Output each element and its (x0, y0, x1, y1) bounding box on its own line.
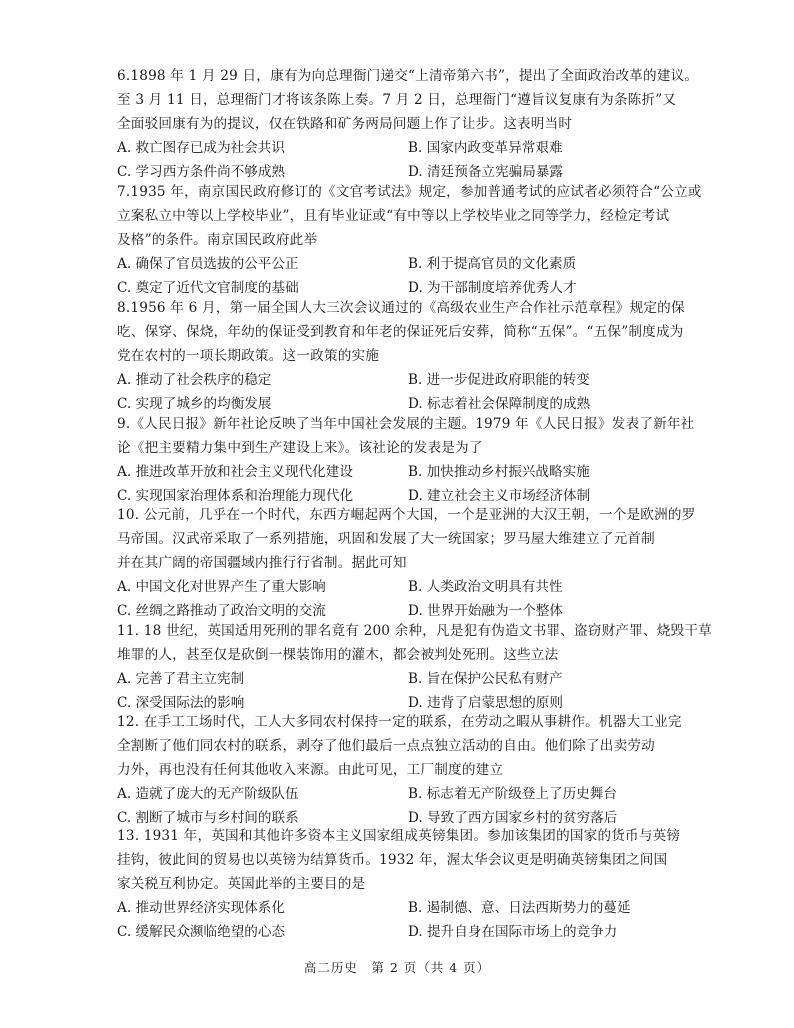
option-b: B. 加快推动乡村振兴战略实施 (408, 464, 590, 480)
page-footer: 高二历史 第 2 页（共 4 页） (303, 960, 491, 975)
question-stem-line: 论《把主要精力集中到生产建设上来》。该社论的发表是为了 (117, 440, 483, 456)
question-stem-line: 立案私立中等以上学校毕业”，且有毕业证或“有中等以上学校毕业之同等学力，经检定考试 (117, 208, 670, 224)
option-b: B. 标志着无产阶级登上了历史舞台 (408, 786, 617, 802)
option-c: C. 奠定了近代文官制度的基础 (117, 280, 299, 296)
question-stem-line: 13. 1931 年，英国和其他许多资本主义国家组成英镑集团。参加该集团的国家的货币与英镑 (117, 828, 681, 844)
option-d: D. 违背了启蒙思想的原则 (408, 695, 563, 711)
option-b: B. 人类政治文明具有共性 (408, 579, 563, 595)
option-b: B. 遏制德、意、日法西斯势力的蔓延 (408, 900, 631, 916)
option-b: B. 旨在保护公民私有财产 (408, 671, 563, 687)
question-stem-line: 10. 公元前，几乎在一个时代，东西方崛起两个大国，一个是亚洲的大汉王朝，一个是欧洲的罗 (117, 507, 696, 523)
question-stem-line: 马帝国。汉武帝采取了一系列措施，巩固和发展了大一统国家；罗马屋大维建立了元首制 (117, 531, 655, 547)
option-d: D. 世界开始融为一个整体 (408, 603, 563, 619)
option-a: A. 推进改革开放和社会主义现代化建设 (117, 464, 353, 480)
option-d: D. 标志着社会保障制度的成熟 (408, 396, 591, 412)
question-stem-line: 9.《人民日报》新年社论反映了当年中国社会发展的主题。1979 年《人民日报》发表了新年社 (117, 416, 695, 432)
question-stem-line: 力外，再也没有任何其他收入来源。由此可见，工厂制度的建立 (117, 762, 504, 778)
question-stem-line: 堆罪的人，甚至仅是砍倒一棵装饰用的灌木，都会被判处死刑。这些立法 (117, 647, 559, 663)
question-stem-line: 7.1935 年，南京国民政府修订的《文官考试法》规定，参加普通考试的应试者必须符合“公立或 (117, 184, 702, 200)
option-c: C. 割断了城市与乡村间的联系 (117, 810, 299, 826)
question-stem-line: 11. 18 世纪，英国适用死刑的罪名竟有 200 余种，凡是犯有伪造文书罪、盗窃财产罪、烧毁干草 (117, 623, 712, 639)
option-a: A. 完善了君主立宪制 (117, 671, 245, 687)
option-a: A. 造就了庞大的无产阶级队伍 (117, 786, 299, 802)
question-stem-line: 家关税互利协定。英国此举的主要目的是 (117, 876, 366, 892)
question-stem-line: 并在其广阔的帝国疆域内推行行省制。据此可知 (117, 555, 407, 571)
option-c: C. 丝绸之路推动了政治文明的交流 (117, 603, 326, 619)
option-b: B. 进一步促进政府职能的转变 (408, 372, 590, 388)
option-b: B. 利于提高官员的文化素质 (408, 256, 577, 272)
option-a: A. 推动了社会秩序的稳定 (117, 372, 272, 388)
question-stem-line: 8.1956 年 6 月，第一届全国人大三次会议通过的《高级农业生产合作社示范章程》规定的保 (117, 300, 685, 316)
question-stem-line: 及格”的条件。南京国民政府此举 (117, 232, 318, 248)
question-stem-line: 吃、保穿、保烧，年幼的保证受到教育和年老的保证死后安葬，简称“五保”。“五保”制度成为 (117, 324, 684, 340)
option-d: D. 为干部制度培养优秀人才 (408, 280, 577, 296)
question-stem-line: 全面驳回康有为的提议，仅在铁路和矿务两局问题上作了让步。这表明当时 (117, 116, 573, 132)
option-c: C. 实现国家治理体系和治理能力现代化 (117, 488, 354, 504)
option-b: B. 国家内政变革异常艰难 (408, 140, 563, 156)
question-stem-line: 党在农村的一项长期政策。这一政策的实施 (117, 348, 380, 364)
question-stem-line: 12. 在手工工场时代，工人大多同农村保持一定的联系，在劳动之暇从事耕作。机器大工业完 (117, 714, 682, 730)
option-a: A. 推动世界经济实现体系化 (117, 900, 285, 916)
option-c: C. 学习西方条件尚不够成熟 (117, 164, 286, 180)
question-stem-line: 6.1898 年 1 月 29 日，康有为向总理衙门递交“上清帝第六书”，提出了全面政治改革的建议。 (117, 68, 699, 84)
option-d: D. 导致了西方国家乡村的贫穷落后 (408, 810, 618, 826)
question-stem-line: 挂钩，彼此间的贸易也以英镑为结算货币。1932 年，渥太华会议更是明确英镑集团之间国 (117, 852, 668, 868)
option-d: D. 提升自身在国际市场上的竞争力 (408, 924, 618, 940)
option-a: A. 确保了官员选拔的公平公正 (117, 256, 299, 272)
question-stem-line: 全割断了他们同农村的联系，剥夺了他们最后一点点独立活动的自由。他们除了出卖劳动 (117, 738, 655, 754)
option-c: C. 实现了城乡的均衡发展 (117, 396, 272, 412)
option-d: D. 建立社会主义市场经济体制 (408, 488, 591, 504)
option-c: C. 缓解民众濒临绝望的心态 (117, 924, 286, 940)
question-stem-line: 至 3 月 11 日，总理衙门才将该条陈上奏。7 月 2 日，总理衙门“遵旨议复康有为条陈折”又 (117, 92, 677, 108)
option-a: A. 救亡图存已成为社会共识 (117, 140, 285, 156)
option-d: D. 清廷预备立宪骗局暴露 (408, 164, 563, 180)
option-c: C. 深受国际法的影响 (117, 695, 245, 711)
option-a: A. 中国文化对世界产生了重大影响 (117, 579, 326, 595)
